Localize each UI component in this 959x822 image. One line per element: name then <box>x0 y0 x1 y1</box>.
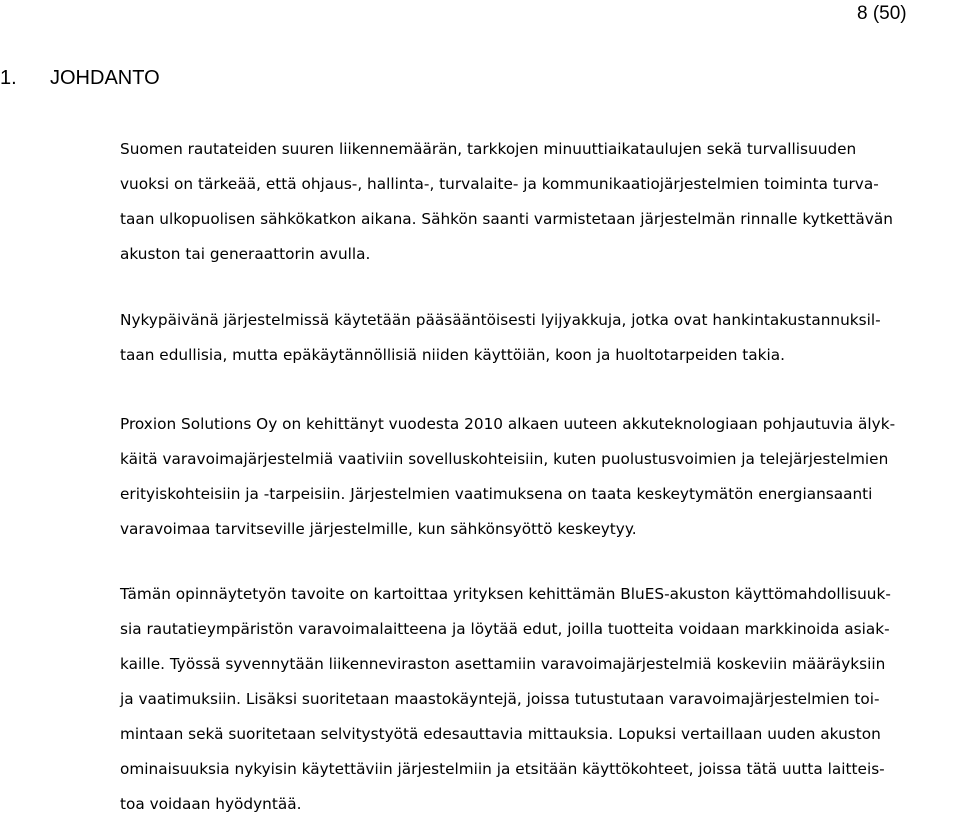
text-line: taan edullisia, mutta epäkäytännöllisiä niiden käyttöiän, koon ja huoltotarpeiden takia. <box>120 346 785 364</box>
text-line: taan ulkopuolisen sähkökatkon aikana. Sähkön saanti varmistetaan järjestelmän rinnalle kytkettävän <box>120 210 893 228</box>
text-line: Tämän opinnäytetyön tavoite on kartoittaa yrityksen kehittämän BluES-akuston käyttömahdollisuuk- <box>120 585 891 603</box>
text-line: varavoimaa tarvitseville järjestelmille, kun sähkönsyöttö keskeytyy. <box>120 520 637 538</box>
chapter-title: JOHDANTO <box>50 67 160 89</box>
text-line: Proxion Solutions Oy on kehittänyt vuodesta 2010 alkaen uuteen akkuteknologiaan pohjautuvia älyk- <box>120 415 896 433</box>
text-line: ominaisuuksia nykyisin käytettäviin järjestelmiin ja etsitään käyttökohteet, joissa tätä uutta laitteis- <box>120 760 885 778</box>
text-line: käitä varavoimajärjestelmiä vaativiin sovelluskohteisiin, kuten puolustusvoimien ja telejärjestelmien <box>120 450 889 468</box>
text-line: ja vaatimuksiin. Lisäksi suoritetaan maastokäyntejä, joissa tutustutaan varavoimajärjestelmien toi- <box>120 690 880 708</box>
page-number: 8 (50) <box>857 3 907 24</box>
text-line: mintaan sekä suoritetaan selvitystyötä edesauttavia mittauksia. Lopuksi vertaillaan uuden akuston <box>120 725 881 743</box>
text-line: toa voidaan hyödyntää. <box>120 795 302 813</box>
chapter-number: 1. <box>0 67 17 89</box>
text-line: vuoksi on tärkeää, että ohjaus-, hallinta-, turvalaite- ja kommunikaatiojärjestelmien toiminta turva- <box>120 175 879 193</box>
paragraph-3 <box>120 407 895 547</box>
chapter-heading <box>0 66 160 90</box>
paragraph-1 <box>120 132 893 272</box>
text-line: akuston tai generaattorin avulla. <box>120 245 371 263</box>
text-line: sia rautatieympäristön varavoimalaitteena ja löytää edut, joilla tuotteita voidaan markkinoida asiak- <box>120 620 890 638</box>
text-line: erityiskohteisiin ja -tarpeisiin. Järjestelmien vaatimuksena on taata keskeytymätön energiansaanti <box>120 485 873 503</box>
text-line: kaille. Työssä syvennytään liikenneviraston asettamiin varavoimajärjestelmiä koskeviin määräyksiin <box>120 655 886 673</box>
paragraph-4 <box>120 577 891 822</box>
paragraph-2 <box>120 303 881 373</box>
text-line: Nykypäivänä järjestelmissä käytetään pääsääntöisesti lyijyakkuja, jotka ovat hankintakustannuksil- <box>120 311 881 329</box>
text-line: Suomen rautateiden suuren liikennemäärän, tarkkojen minuuttiaikataulujen sekä turvallisuuden <box>120 140 857 158</box>
